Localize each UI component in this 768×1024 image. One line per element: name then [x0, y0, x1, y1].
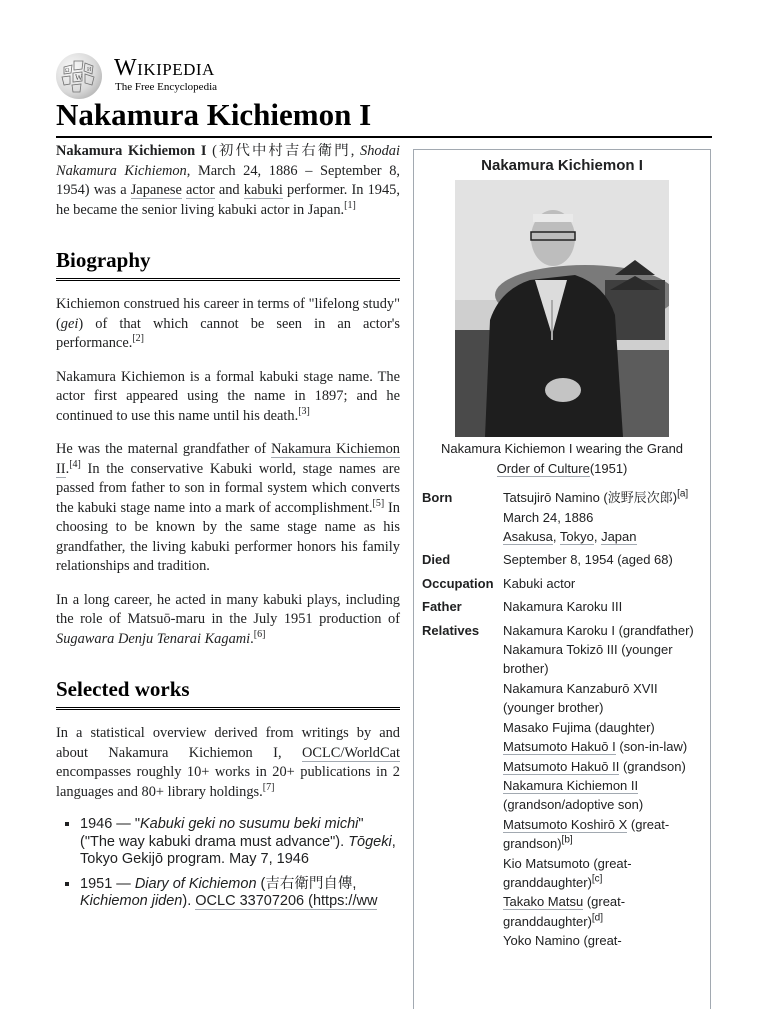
birth-date: March 24, 1886 [503, 509, 594, 525]
infobox-label: Father [422, 599, 462, 615]
biography-paragraph-4 [56, 591, 400, 650]
paragraph-text: In choosing to be known by the same stage name as his grandfather, the living kabuki performer honors his family relationships and tradition. [56, 499, 401, 574]
relative-item [503, 815, 708, 854]
relative-item: Nakamura Kanzaburō XVII (younger brother) [503, 680, 658, 716]
wikipedia-tagline: The Free Encyclopedia [115, 81, 218, 93]
relative-item [503, 776, 708, 815]
infobox-value: Tatsujirō Namino (波野辰次郎)[a] March 24, 1886 Asakusa, Tokyo, Japan [503, 488, 689, 545]
infobox-value: Nakamura Karoku III [503, 599, 623, 615]
infobox-caption [414, 439, 710, 478]
infobox-row-died [422, 548, 708, 571]
work-text: ). [182, 893, 196, 909]
lead-text: ( [206, 143, 217, 159]
work-text: 1946 — " [80, 816, 140, 832]
reference-7[interactable]: [7] [262, 781, 275, 793]
relative-item [503, 757, 708, 776]
link-order-of-culture[interactable]: Order of Culture [496, 460, 590, 476]
biography-paragraph-1 [56, 295, 400, 354]
reference-5[interactable]: [5] [372, 497, 385, 509]
link-actor[interactable]: actor [185, 182, 215, 198]
paragraph-text: Kichiemon construed his career in terms of "lifelong study" ( [56, 296, 400, 332]
link-tokyo[interactable]: Tokyo [559, 529, 594, 545]
relative-text: Kio Matsumoto (great-granddaughter) [503, 855, 632, 890]
svg-text:И: И [87, 67, 92, 73]
biography-paragraph-3 [56, 440, 400, 577]
link-japan[interactable]: Japan [601, 529, 637, 545]
relative-text: (grandson/adoptive son) [503, 797, 644, 813]
japanese-name: 初代中村吉右衛門 [216, 143, 351, 159]
paragraph-text: . [250, 630, 254, 647]
works-list [56, 816, 400, 911]
selected-works-paragraph [56, 724, 400, 802]
relative-item: Nakamura Karoku I (grandfather) [503, 622, 694, 638]
caption-text: (1951) [589, 460, 628, 476]
paragraph-text: . [65, 460, 70, 477]
paragraph-text: In a long career, he acted in many kabuki plays, including the role of Matsuō-maru in the July 1951 production of [56, 591, 400, 627]
relative-text: (grandson) [619, 758, 686, 774]
page-title: Nakamura Kichiemon I [56, 96, 712, 138]
work-title: Diary of Kichiemon [134, 875, 257, 892]
lead-text: performer. In 1945, he became the senior living kabuki actor in Japan. [56, 182, 400, 218]
infobox-value [503, 619, 708, 953]
paragraph-text: In a statistical overview derived from writings by and about Nakamura Kichiemon I, [56, 725, 400, 761]
link-matsumoto-koshiro-x[interactable]: Matsumoto Koshirō X [503, 816, 628, 832]
list-item [80, 876, 400, 911]
biography-paragraph-2 [56, 368, 400, 427]
note-d[interactable]: [d] [591, 912, 604, 924]
paragraph-text: ) of that which cannot be seen in an actor's performance. [56, 315, 400, 351]
note-c[interactable]: [c] [591, 873, 603, 885]
romanized-name: Shodai Nakamura Kichiemon [56, 143, 400, 179]
work-publication: Kichiemon jiden [80, 893, 183, 909]
infobox-row-father [422, 595, 708, 618]
infobox-row-occupation [422, 572, 708, 595]
work-title: Kabuki geki no susumu beki michi [139, 816, 359, 832]
link-asakusa[interactable]: Asakusa [503, 529, 553, 545]
link-nakamura-kichiemon-ii[interactable]: Nakamura Kichiemon II [56, 441, 400, 477]
infobox-label: Occupation [422, 575, 494, 591]
site-header [56, 53, 256, 97]
relative-item: Nakamura Tokizō III (younger brother) [503, 642, 673, 677]
lead-text: and [214, 182, 244, 198]
note-b[interactable]: [b] [561, 834, 573, 846]
reference-6[interactable]: [6] [253, 628, 266, 640]
birth-name: Tatsujirō Namino (波野辰次郎) [503, 490, 678, 506]
paragraph-text: He was the maternal grandfather of [56, 441, 272, 457]
link-oclc-worldcat[interactable]: OCLC/WorldCat [302, 744, 400, 761]
infobox-value: Kabuki actor [503, 575, 576, 591]
lead-text: , [350, 143, 361, 159]
work-text: , Tokyo Gekijō program. May 7, 1946 [80, 833, 396, 867]
work-publication: Tōgeki [348, 833, 392, 850]
lead-subject: Nakamura Kichiemon I [56, 143, 207, 159]
lead-paragraph [56, 142, 400, 220]
link-takako-matsu[interactable]: Takako Matsu [503, 894, 584, 910]
work-text: 1951 — [80, 875, 135, 892]
work-text: " ("The way kabuki drama must advance"). [80, 816, 364, 850]
relative-text: (great-granddaughter) [503, 894, 626, 929]
caption-text: Nakamura Kichiemon I wearing the Grand [440, 441, 684, 457]
infobox-label: Died [422, 552, 451, 568]
wikipedia-globe-logo[interactable] [56, 53, 102, 99]
paragraph-text: encompasses roughly 10+ works in 20+ publications in 2 languages and 80+ library holdings. [56, 764, 400, 800]
relative-item [503, 892, 708, 931]
link-japanese[interactable]: Japanese [130, 182, 182, 198]
work-text: (吉右衛門自傳, [256, 875, 357, 892]
relative-text: (great-grandson) [503, 816, 670, 852]
infobox-title: Nakamura Kichiemon I [481, 157, 643, 174]
link-kabuki[interactable]: kabuki [243, 182, 283, 198]
infobox-row-relatives [422, 619, 708, 953]
infobox-label: Born [422, 490, 453, 506]
term-gei: gei [60, 315, 79, 332]
link-oclc-33707206[interactable]: OCLC 33707206 (https://ww [195, 893, 378, 909]
wikipedia-wordmark[interactable]: Wikipedia [114, 55, 215, 81]
relative-item: Yoko Namino (great- [503, 933, 622, 949]
link-nakamura-kichiemon-ii-infobox[interactable]: Nakamura Kichiemon II [503, 777, 639, 793]
portrait-image[interactable] [455, 180, 669, 437]
section-heading-selected-works: Selected works [56, 675, 400, 710]
reference-1[interactable]: [1] [344, 199, 356, 211]
paragraph-text: In the conservative Kabuki world, stage names are passed from father to son in formal system which converts the kabuki stage name into a mark of accomplishment. [56, 460, 400, 516]
infobox-value: September 8, 1954 (aged 68) [503, 552, 673, 568]
infobox [413, 149, 711, 1009]
svg-text:Ω: Ω [65, 68, 70, 74]
infobox-label: Relatives [422, 622, 480, 638]
infobox-row-born [422, 486, 708, 548]
relative-text: (son-in-law) [615, 739, 688, 755]
lead-text: , March 24, 1886 – September 8, 1954) was a [56, 162, 400, 198]
section-heading-biography: Biography [56, 246, 400, 281]
paragraph-text: Nakamura Kichiemon is a formal kabuki stage name. The actor first appeared using the name in 1897; and he continued to use this name until his death. [56, 368, 400, 424]
link-matsumoto-hakuo-i[interactable]: Matsumoto Hakuō I [503, 739, 616, 755]
reference-2[interactable]: [2] [132, 333, 144, 345]
relative-item [503, 737, 708, 756]
reference-3[interactable]: [3] [298, 405, 310, 417]
relative-item [503, 854, 708, 893]
relative-item: Masako Fujima (daughter) [503, 719, 655, 735]
play-title: Sugawara Denju Tenarai Kagami [56, 630, 251, 647]
article-body [56, 142, 400, 918]
list-item [80, 816, 400, 869]
svg-text:W: W [75, 73, 83, 82]
reference-4[interactable]: [4] [69, 458, 81, 470]
infobox-table [422, 486, 708, 952]
link-matsumoto-hakuo-ii[interactable]: Matsumoto Hakuō II [503, 758, 620, 774]
note-a[interactable]: [a] [677, 488, 689, 500]
